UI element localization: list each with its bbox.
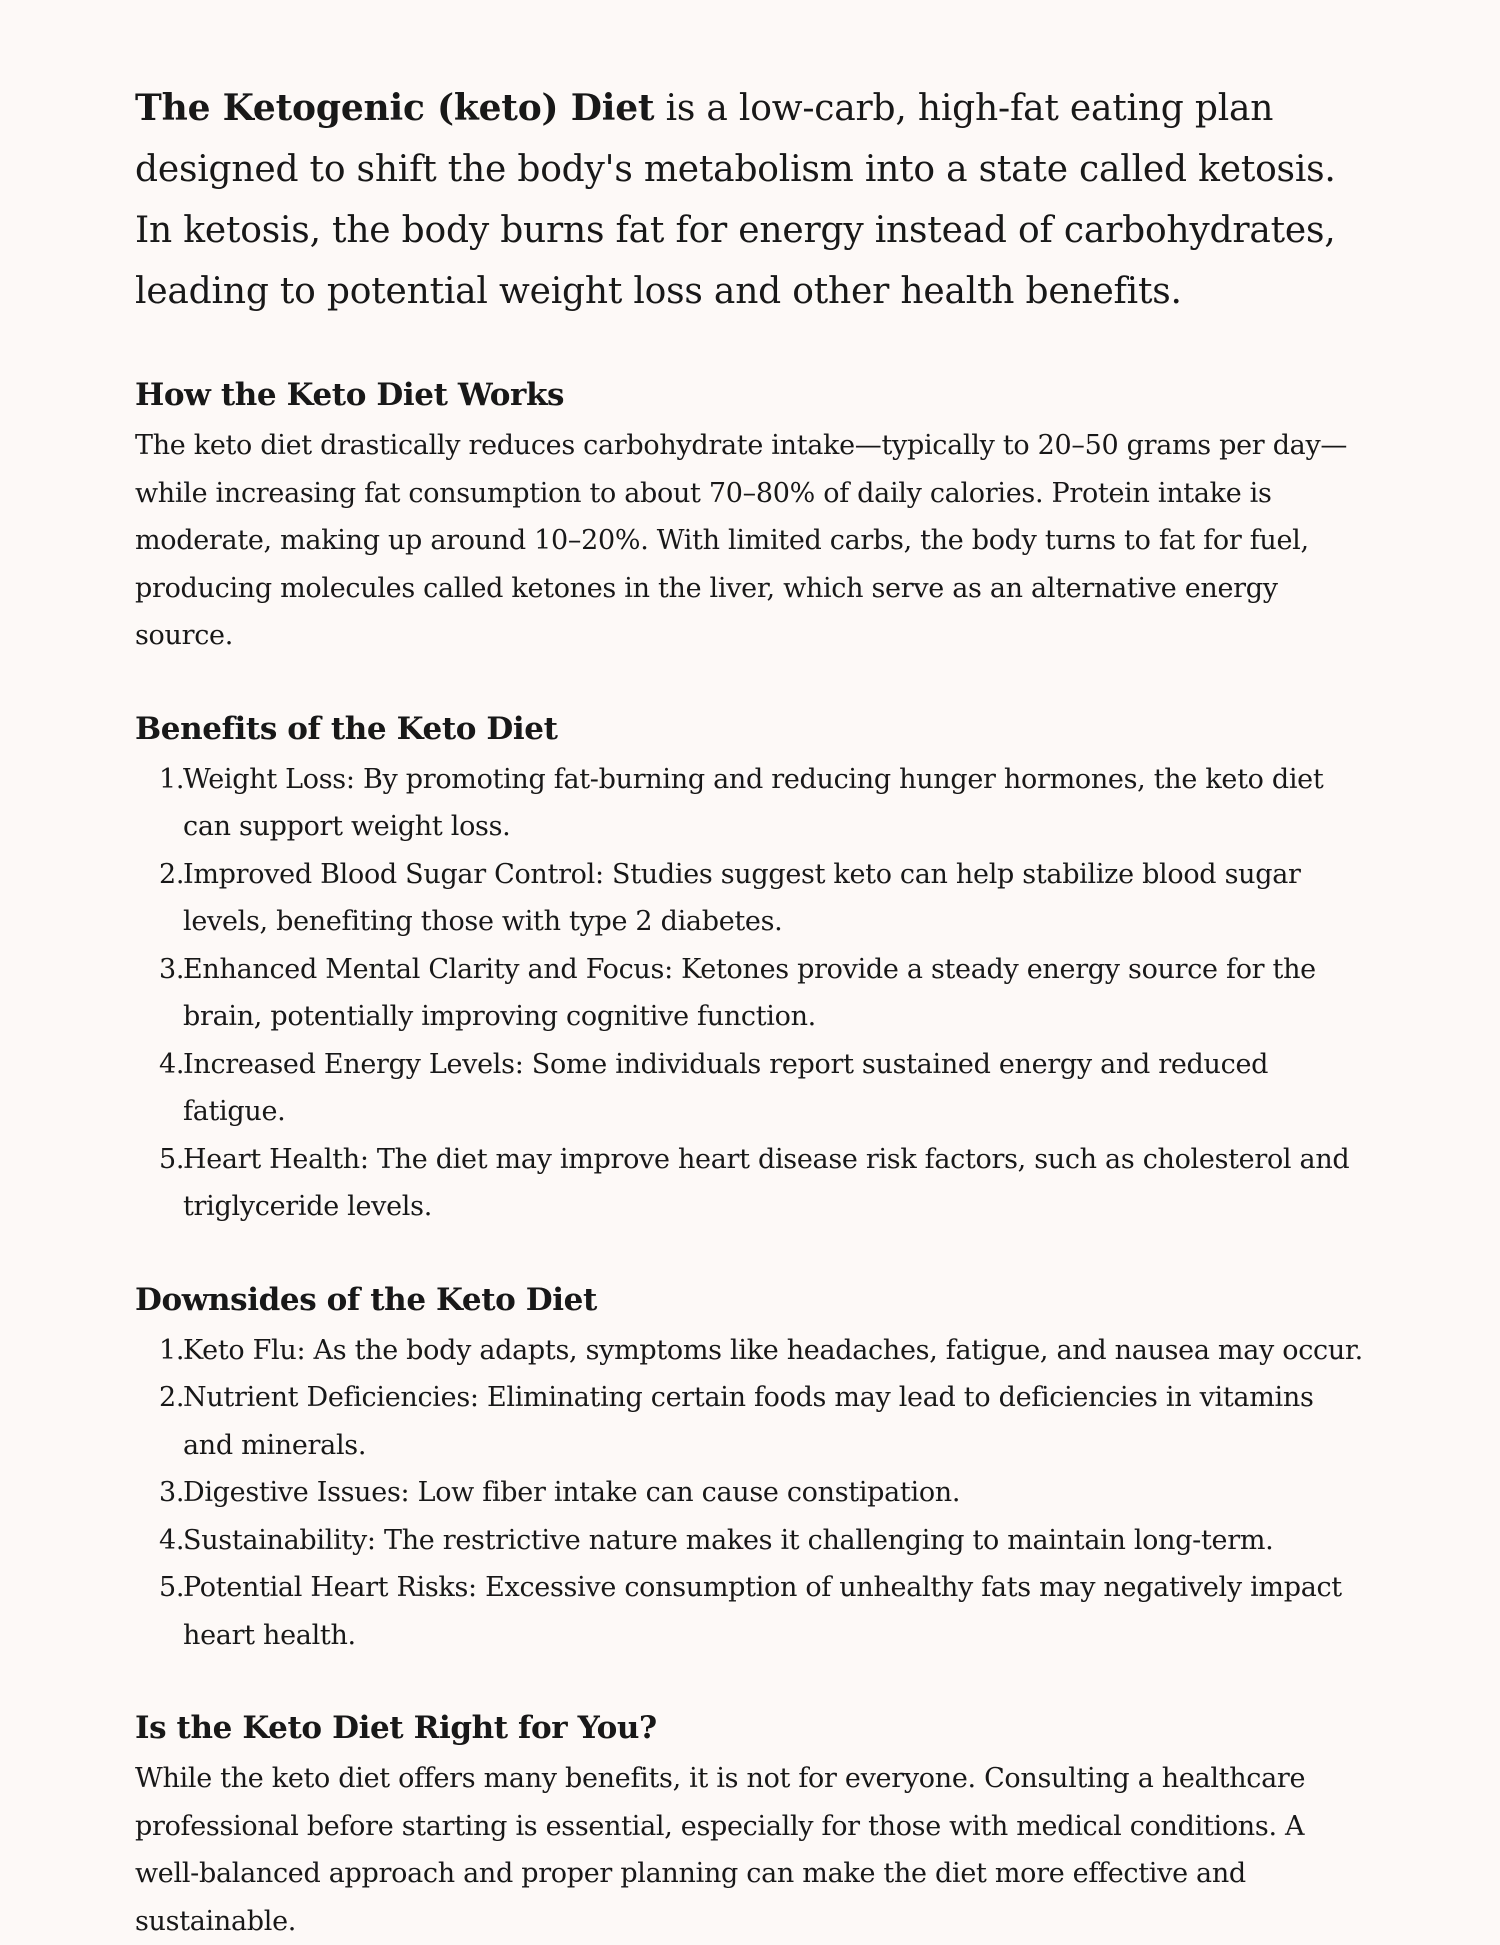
intro-paragraph	[135, 78, 1365, 322]
how-it-works-heading: How the Keto Diet Works	[135, 377, 565, 413]
list-item	[135, 1136, 1365, 1231]
list-item-text: Digestive Issues: Low fiber intake can cause constipation.	[183, 1477, 961, 1508]
intro-text: is a low-carb, high-fat eating plan designed to shift the body's metabolism into a state called ketosis. In ketosis, the body burns fat for energy instead of carbohydrates, leading to potential weight loss and other health benefits.	[135, 88, 1336, 312]
list-item	[135, 1374, 1365, 1469]
right-for-you-body: While the keto diet offers many benefits, it is not for everyone. Consulting a healthcare professional before starting is essential, especially for those with medical conditions. A well-balanced approach and proper planning can make the diet more effective and sustainable.	[135, 1763, 1306, 1937]
right-for-you-heading: Is the Keto Diet Right for You?	[135, 1710, 657, 1746]
list-item-text: Sustainability: The restrictive nature makes it challenging to maintain long-term.	[183, 1524, 1274, 1556]
downsides-section	[135, 1279, 1365, 1660]
list-item-number: 4.	[159, 1048, 185, 1080]
list-item-text: Enhanced Mental Clarity and Focus: Ketones provide a steady energy source for the brain, potentially improving cognitive function.	[183, 953, 1316, 1032]
list-item	[135, 851, 1365, 946]
list-item-number: 4.	[159, 1524, 185, 1556]
list-item-text: Potential Heart Risks: Excessive consumption of unhealthy fats may negatively impact heart health.	[183, 1572, 1342, 1651]
list-item	[135, 1041, 1365, 1136]
list-item-number: 5.	[159, 1143, 185, 1175]
list-item-number: 3.	[159, 953, 185, 985]
list-item-text: Keto Flu: As the body adapts, symptoms like headaches, fatigue, and nausea may occur.	[183, 1334, 1363, 1366]
benefits-section	[135, 708, 1365, 1231]
list-item-text: Nutrient Deficiencies: Eliminating certain foods may lead to deficiencies in vitamins and minerals.	[183, 1382, 1314, 1461]
right-for-you-section	[135, 1707, 1365, 1945]
downsides-heading: Downsides of the Keto Diet	[135, 1281, 597, 1318]
how-it-works-section	[135, 374, 1365, 660]
list-item-number: 5.	[159, 1572, 185, 1603]
list-item-number: 2.	[159, 1382, 185, 1413]
list-item-number: 1.	[159, 763, 185, 795]
list-item-text: Heart Health: The diet may improve heart disease risk factors, such as cholesterol and triglyceride levels.	[183, 1143, 1350, 1222]
list-item	[135, 1564, 1365, 1659]
list-item-number: 1.	[159, 1334, 185, 1366]
list-item	[135, 946, 1365, 1041]
list-item-number: 2.	[159, 858, 185, 890]
list-item	[135, 1469, 1365, 1517]
list-item-text: Weight Loss: By promoting fat-burning and reducing hunger hormones, the keto diet can support weight loss.	[183, 763, 1324, 842]
list-item-number: 3.	[159, 1477, 185, 1508]
list-item	[135, 756, 1365, 851]
list-item-text: Increased Energy Levels: Some individuals report sustained energy and reduced fatigue.	[183, 1048, 1269, 1127]
how-it-works-body: The keto diet drastically reduces carbohydrate intake—typically to 20–50 grams per day—while increasing fat consumption to about 70–80% of daily calories. Protein intake is moderate, making up around 10–20%. With limited carbs, the body turns to fat for fuel, producing molecules called ketones in the liver, which serve as an alternative energy source.	[135, 430, 1348, 651]
benefits-heading: Benefits of the Keto Diet	[135, 710, 558, 747]
list-item-text: Improved Blood Sugar Control: Studies suggest keto can help stabilize blood sugar levels, benefiting those with type 2 diabetes.	[183, 858, 1301, 937]
benefits-list	[135, 756, 1365, 1231]
list-item	[135, 1517, 1365, 1565]
intro-bold-term: The Ketogenic (keto) Diet	[135, 87, 655, 129]
list-item	[135, 1327, 1365, 1375]
downsides-list	[135, 1327, 1365, 1660]
